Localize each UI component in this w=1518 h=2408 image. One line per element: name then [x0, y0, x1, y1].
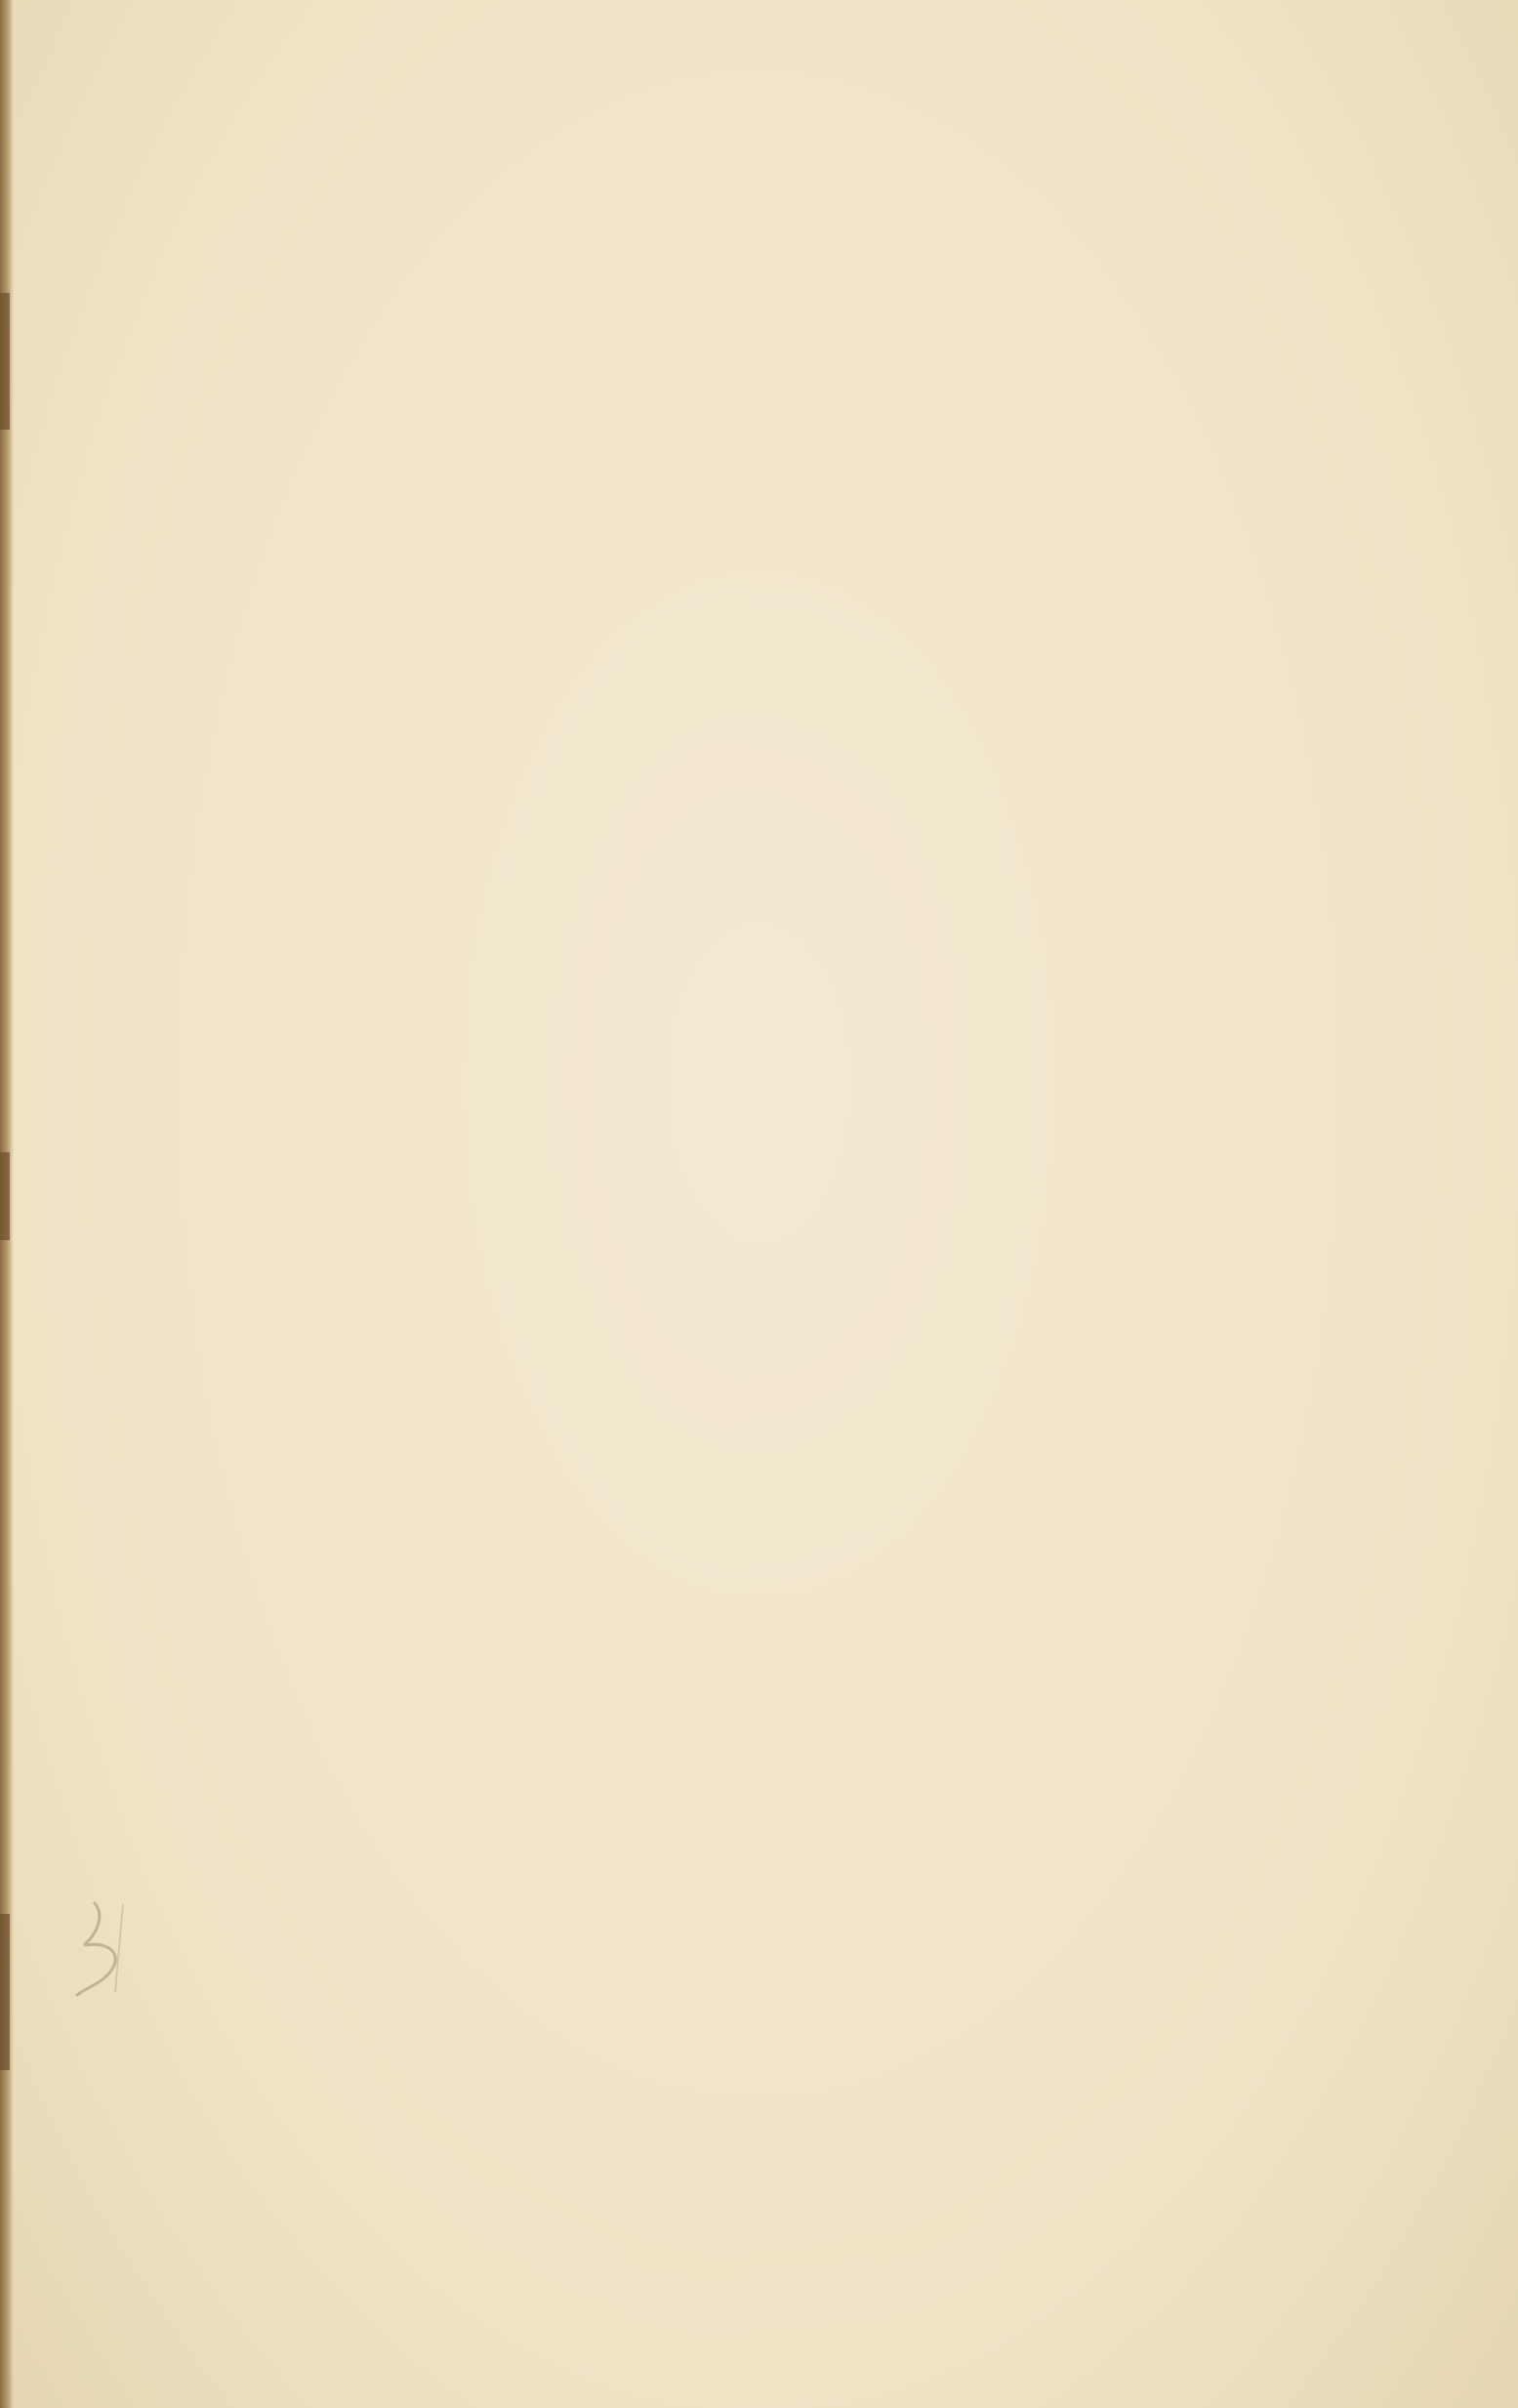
spine-stain: [0, 293, 10, 430]
spine-stain: [0, 1914, 10, 2070]
spine-stain: [0, 1152, 10, 1240]
handwritten-margin-mark-icon: [55, 1894, 143, 2002]
